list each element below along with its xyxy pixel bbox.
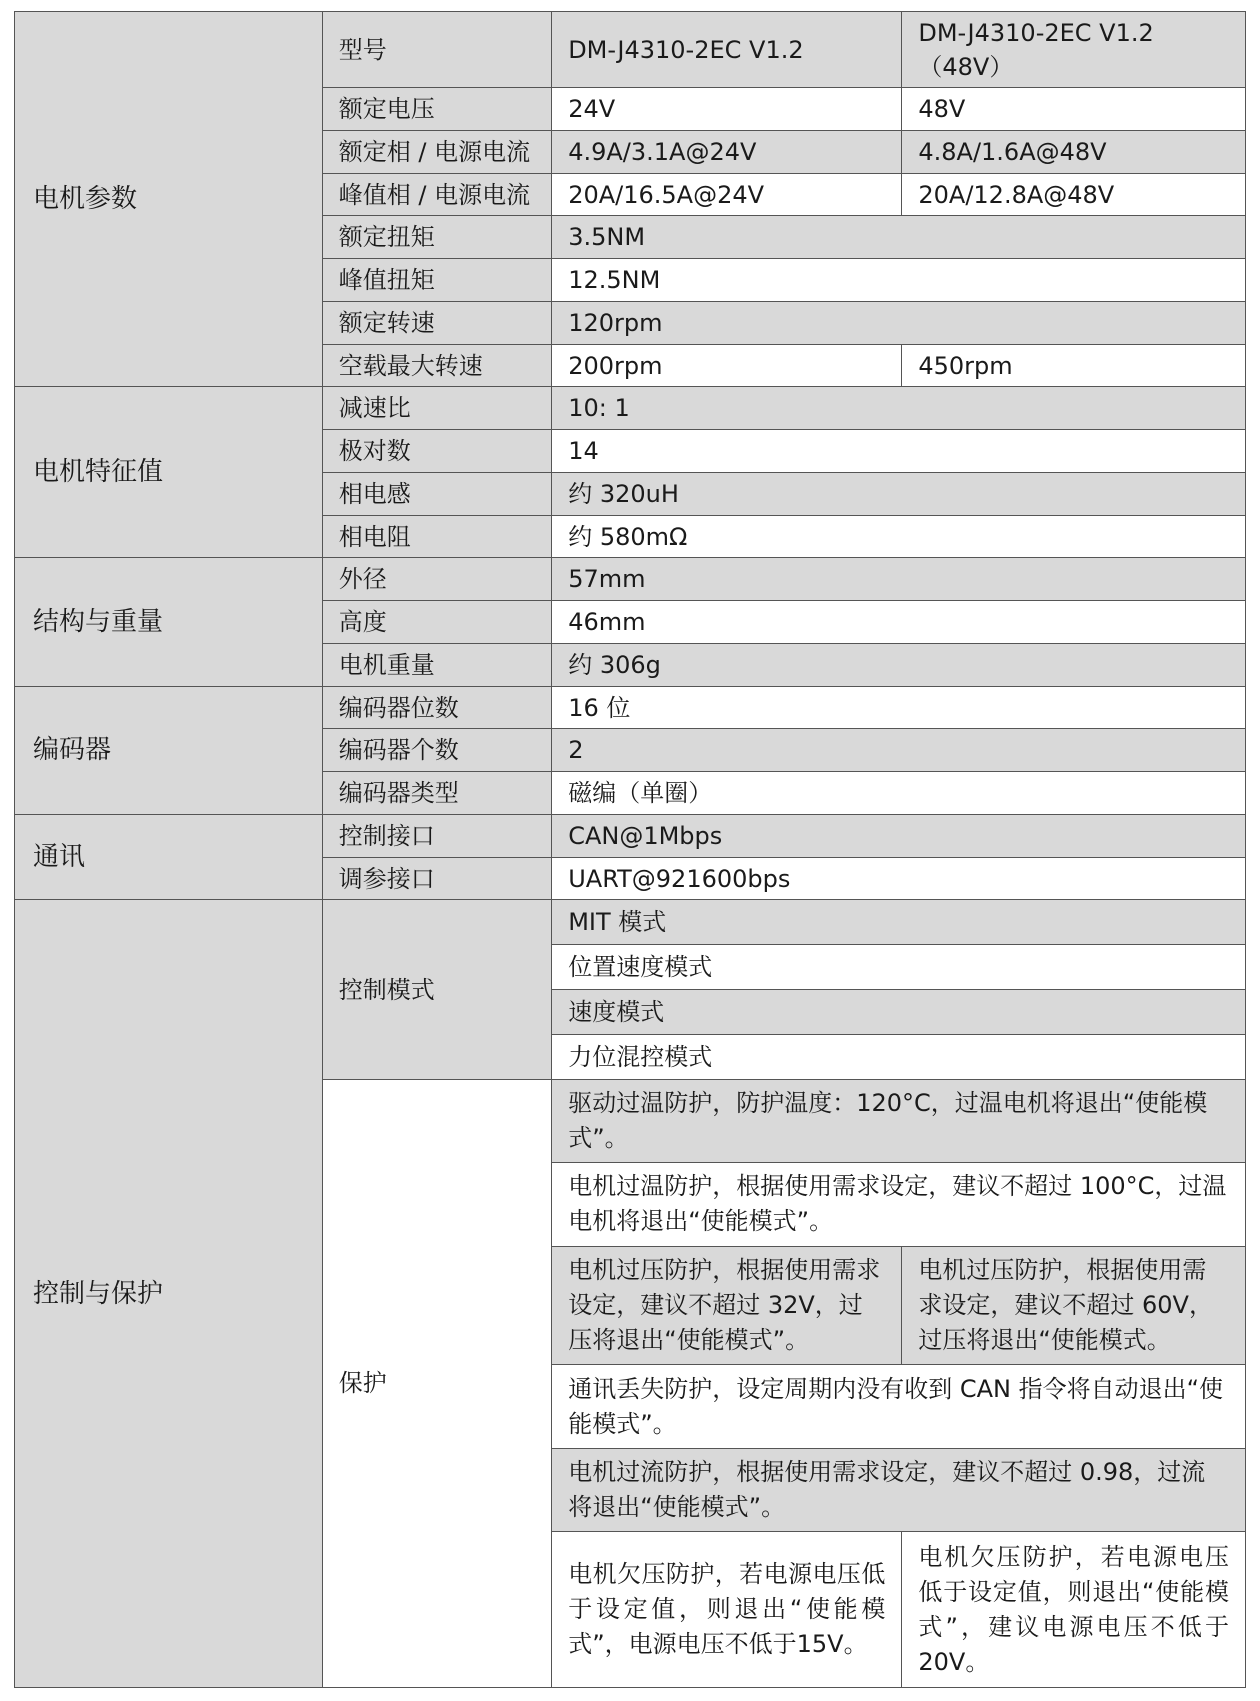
param-label: 相电感 <box>322 472 551 515</box>
param-label: 编码器个数 <box>322 729 551 772</box>
param-label: 额定相 / 电源电流 <box>322 130 551 173</box>
param-value: 46mm <box>552 601 1246 644</box>
table-row <box>15 558 1246 601</box>
table-row <box>15 686 1246 729</box>
model-a: DM-J4310-2EC V1.2 <box>552 12 902 88</box>
table-row <box>15 12 1246 88</box>
param-label: 额定电压 <box>322 88 551 131</box>
param-label-protect: 保护 <box>322 1079 551 1687</box>
param-label: 额定扭矩 <box>322 216 551 259</box>
param-label: 减速比 <box>322 387 551 430</box>
param-value: UART@921600bps <box>552 857 1246 900</box>
mode-item: 速度模式 <box>552 990 1246 1035</box>
param-label: 极对数 <box>322 430 551 473</box>
param-label-model: 型号 <box>322 12 551 88</box>
protect-item: 电机过压防护，根据使用需求设定，建议不超过 60V，过压将退出“使能模式。 <box>902 1246 1246 1365</box>
protect-item: 电机过压防护，根据使用需求设定，建议不超过 32V，过压将退出“使能模式”。 <box>552 1246 902 1365</box>
protect-item: 电机欠压防护，若电源电压低于设定值，则退出“使能模式”，建议电源电压不低于 20V。 <box>902 1532 1246 1688</box>
param-value: 3.5NM <box>552 216 1246 259</box>
param-value: 20A/12.8A@48V <box>902 173 1246 216</box>
param-value: 2 <box>552 729 1246 772</box>
section-structure: 结构与重量 <box>15 558 323 686</box>
section-motor-char: 电机特征值 <box>15 387 323 558</box>
param-value: 10: 1 <box>552 387 1246 430</box>
param-label: 控制接口 <box>322 814 551 857</box>
param-label: 峰值相 / 电源电流 <box>322 173 551 216</box>
param-label: 编码器位数 <box>322 686 551 729</box>
param-value: 约 306g <box>552 643 1246 686</box>
param-value: 磁编（单圈） <box>552 772 1246 815</box>
protect-item: 电机过温防护，根据使用需求设定，建议不超过 100°C，过温电机将退出“使能模式”。 <box>552 1163 1246 1246</box>
table-row <box>15 900 1246 945</box>
param-value: 14 <box>552 430 1246 473</box>
mode-item: 力位混控模式 <box>552 1034 1246 1079</box>
mode-item: 位置速度模式 <box>552 945 1246 990</box>
mode-item: MIT 模式 <box>552 900 1246 945</box>
param-value: 120rpm <box>552 301 1246 344</box>
param-label: 电机重量 <box>322 643 551 686</box>
table-row <box>15 387 1246 430</box>
param-label: 编码器类型 <box>322 772 551 815</box>
param-value: 16 位 <box>552 686 1246 729</box>
param-value: 12.5NM <box>552 259 1246 302</box>
protect-item: 驱动过温防护，防护温度：120°C，过温电机将退出“使能模式”。 <box>552 1079 1246 1162</box>
param-label: 高度 <box>322 601 551 644</box>
param-value: CAN@1Mbps <box>552 814 1246 857</box>
param-value: 450rpm <box>902 344 1246 387</box>
param-label: 峰值扭矩 <box>322 259 551 302</box>
section-encoder: 编码器 <box>15 686 323 814</box>
section-comm: 通讯 <box>15 814 323 900</box>
table-row <box>15 814 1246 857</box>
param-label: 空载最大转速 <box>322 344 551 387</box>
param-label: 调参接口 <box>322 857 551 900</box>
param-label-modes: 控制模式 <box>322 900 551 1079</box>
protect-item: 电机欠压防护，若电源电压低于设定值，则退出“使能模式”，电源电压不低于15V。 <box>552 1532 902 1688</box>
param-value: 4.9A/3.1A@24V <box>552 130 902 173</box>
protect-item: 电机过流防护，根据使用需求设定，建议不超过 0.98，过流将退出“使能模式”。 <box>552 1448 1246 1531</box>
section-motor-params: 电机参数 <box>15 12 323 387</box>
section-control: 控制与保护 <box>15 900 323 1688</box>
param-label: 外径 <box>322 558 551 601</box>
param-value: 48V <box>902 88 1246 131</box>
param-value: 4.8A/1.6A@48V <box>902 130 1246 173</box>
param-value: 24V <box>552 88 902 131</box>
param-value: 约 580mΩ <box>552 515 1246 558</box>
param-value: 20A/16.5A@24V <box>552 173 902 216</box>
param-label: 相电阻 <box>322 515 551 558</box>
param-value: 57mm <box>552 558 1246 601</box>
param-label: 额定转速 <box>322 301 551 344</box>
param-value: 200rpm <box>552 344 902 387</box>
param-value: 约 320uH <box>552 472 1246 515</box>
protect-item: 通讯丢失防护，设定周期内没有收到 CAN 指令将自动退出“使能模式”。 <box>552 1365 1246 1448</box>
model-b: DM-J4310-2EC V1.2（48V） <box>902 12 1246 88</box>
spec-table <box>14 11 1246 1688</box>
